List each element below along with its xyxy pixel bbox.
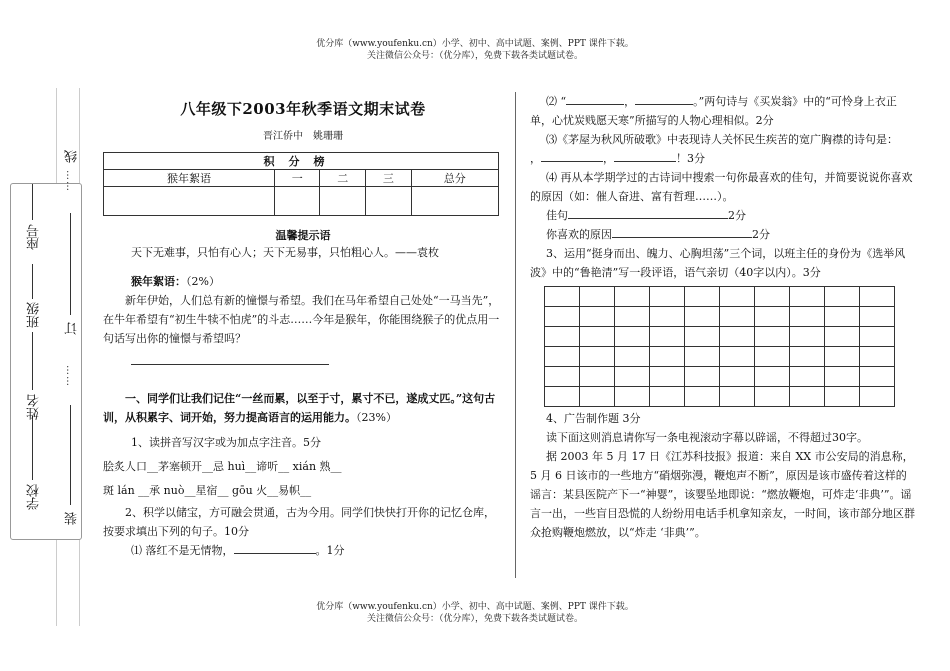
q2-4-reason-label: 你喜欢的原因 (546, 228, 612, 241)
header-line-1: 优分库（www.youfenku.cn）小学、初中、高中试题、案例、PPT 课件下载。 (316, 39, 634, 49)
footer-line-1: 优分库（www.youfenku.cn）小学、初中、高中试题、案例、PPT 课件下载。 (316, 602, 634, 612)
column-divider (515, 92, 516, 578)
score-cell[interactable] (274, 187, 320, 216)
section1-title: 一、同学们让我们记住“一丝而累，以至于寸，累寸不已，遂成丈匹。”这句古训，从积累字、词开始，努力提高语言的运用能力。 (103, 392, 496, 424)
tip-text: 天下无难事，只怕有心人；天下无易事，只怕粗心人。——袁枚 (131, 246, 439, 259)
pinyin-line-1: 脍炙人口__茅塞顿开__忌 huì__谛听__ xián 熟__ (103, 460, 342, 473)
q1-text: 1、读拼音写汉字或为加点字注音。5分 (131, 436, 321, 449)
q4-intro: 读下面这则消息请你写一条电视滚动字幕以辟谣，不得超过30字。 (546, 431, 868, 444)
q2-3-blank-2[interactable] (614, 161, 676, 162)
score-col: 一 (274, 170, 320, 187)
q2-3-text: ⑶《茅屋为秋风所破歌》中表现诗人关怀民生疾苦的宽广胸襟的诗句是： (546, 133, 898, 146)
binding-ding: 订 (65, 322, 80, 335)
section1-score: （23%） (356, 411, 397, 424)
q2-4-sentence-label: 佳句 (546, 209, 568, 222)
page-header (0, 38, 950, 62)
q2-2-blank-1[interactable] (566, 104, 624, 105)
score-cell[interactable] (366, 187, 412, 216)
binding-dots-1: …… (64, 365, 75, 387)
name-line (32, 332, 33, 390)
score-col: 总分 (411, 170, 498, 187)
q2-3-end: ！3分 (676, 152, 705, 165)
right-column: ⑵ “ ， 。”两句诗与《买炭翁》中的“可怜身上衣正单，心忧炭贱愿天寒”所描写的人物心理相似。2分 ⑶《茅屋为秋风所破歌》中表现诗人关怀民生疾苦的宽广胸襟的诗句是： ， ， ！3分 ⑷ 再从本学期学过的古诗词中搜索一句你最喜欢的佳句，并简要说说你喜欢的原因（如：催人奋进、富有哲理……）。 佳句 2分 你喜欢的原因 2分 3、运用“挺身而出、魄力、心胸坦荡”三个词，以班主任的身份为《选举风波》中的“鲁艳清”写一段评语，语气亲切（40字以内）。3分 4、广告制作题 3分 读下面这则消息请你写一条电视滚动字幕以辟谣，不得超过30字。 据 2003 年 5 月 17 日《江苏科技报》报道：来自 XX 市公安局的消息称，5 月 6 日该市的一些地方“硝烟弥漫，鞭炮声不断”，原因是该市盛传着这样的谣言：某县医院产下一“神婴”，该婴坠地即说：“燃放鞭炮，可炸走‘非典’”。谣言一出，一些盲目恐慌的人纷纷用电话手机拿知亲友，一时间，该市部分地区群众抢购鞭炮燃放，以“炸走 ‘非典’”。 (530, 92, 915, 542)
score-table-heading: 积分榜 (104, 153, 499, 170)
q2-4-reason-blank[interactable] (612, 237, 752, 238)
tip-title: 温馨提示语 (275, 229, 331, 242)
monkey-answer-line[interactable] (131, 354, 329, 365)
score-col: 二 (320, 170, 366, 187)
seat-line (32, 184, 33, 220)
score-cell[interactable] (411, 187, 498, 216)
monkey-text: 新年伊始，人们总有新的憧憬与希望。我们在马年希望自己处处“一马当先”，在牛年希望有“初生牛犊不怕虎”的斗志……今年是猴年，你能围绕猴子的优点用一句话写出你的憧憬与希望吗？ (103, 294, 500, 345)
binding-dots-2: …… (64, 170, 75, 192)
binding-xian: 线 (65, 150, 80, 163)
q2-4-sentence-blank[interactable] (568, 218, 728, 219)
q2-1-score: 。1分 (315, 544, 345, 557)
score-cell[interactable] (320, 187, 366, 216)
writing-grid[interactable] (544, 286, 895, 407)
class-label: 班级 (27, 302, 42, 328)
q2-2-comma: ， (624, 95, 636, 108)
q2-1-text: ⑴ 落红不是无情物， (131, 544, 234, 557)
binding-line-1 (70, 405, 71, 505)
monkey-score: （2%） (186, 275, 220, 288)
q4-text: 4、广告制作题 3分 (546, 412, 641, 425)
binding-line-2 (70, 213, 71, 315)
left-column (103, 98, 503, 560)
binding-strip (10, 183, 82, 540)
header-line-2: 关注微信公众号：（优分库），免费下载各类试题试卷。 (366, 51, 583, 61)
score-table (103, 152, 499, 216)
q2-2-text: 。”两句诗与《买炭翁》中的“可怜身上衣正单，心忧炭贱愿天寒”所描写的人物心理相似。2分 (530, 95, 897, 127)
q2-1-blank[interactable] (234, 553, 316, 554)
page-footer (0, 601, 950, 625)
monkey-title: 猴年絮语： (131, 275, 186, 288)
school-line (32, 416, 33, 480)
q2-2-open: ⑵ “ (546, 95, 567, 108)
school-label: 学校 (27, 484, 42, 510)
q2-text: 2、积学以储宝，方可融会贯通，古为今用。同学们快快打开你的记忆仓库，按要求填出下列的句子。10分 (103, 506, 495, 538)
exam-author: 晋江侨中 姚珊珊 (263, 131, 343, 142)
seat-label: 座号 (27, 224, 42, 250)
q2-4-text: ⑷ 再从本学期学过的古诗词中搜索一句你最喜欢的佳句，并简要说说你喜欢的原因（如：催人奋进、富有哲理……）。 (530, 171, 913, 203)
class-line (32, 264, 33, 299)
score-cell[interactable] (104, 187, 275, 216)
footer-line-2: 关注微信公众号：（优分库），免费下载各类试题试卷。 (366, 614, 583, 624)
q2-2-blank-2[interactable] (635, 104, 693, 105)
binding-zhuang: 装 (65, 512, 80, 525)
score-col: 三 (366, 170, 412, 187)
q2-3-blank-1[interactable] (541, 161, 603, 162)
exam-title: 八年级下2003年秋季语文期末试卷 (180, 100, 426, 118)
q2-4-reason-score: 2分 (752, 228, 770, 241)
score-col: 猴年絮语 (104, 170, 275, 187)
q4-news: 据 2003 年 5 月 17 日《江苏科技报》报道：来自 XX 市公安局的消息称，5 月 6 日该市的一些地方“硝烟弥漫，鞭炮声不断”，原因是该市盛传着这样的谣言：某县医院产下一“神婴”，该婴坠地即说：“燃放鞭炮，可炸走‘非典’”。谣言一出，一些盲目恐慌的人纷纷用电话手机拿知亲友，一时间，该市部分地区群众抢购鞭炮燃放，以“炸走 ‘非典’”。 (530, 450, 915, 539)
name-label: 姓名 (27, 394, 42, 420)
q3-text: 3、运用“挺身而出、魄力、心胸坦荡”三个词，以班主任的身份为《选举风波》中的“鲁艳清”写一段评语，语气亲切（40字以内）。3分 (530, 247, 906, 279)
pinyin-line-2: 斑 lán __承 nuò__星宿__ gōu 火__易帜__ (103, 484, 312, 497)
q2-4-sentence-score: 2分 (728, 209, 746, 222)
